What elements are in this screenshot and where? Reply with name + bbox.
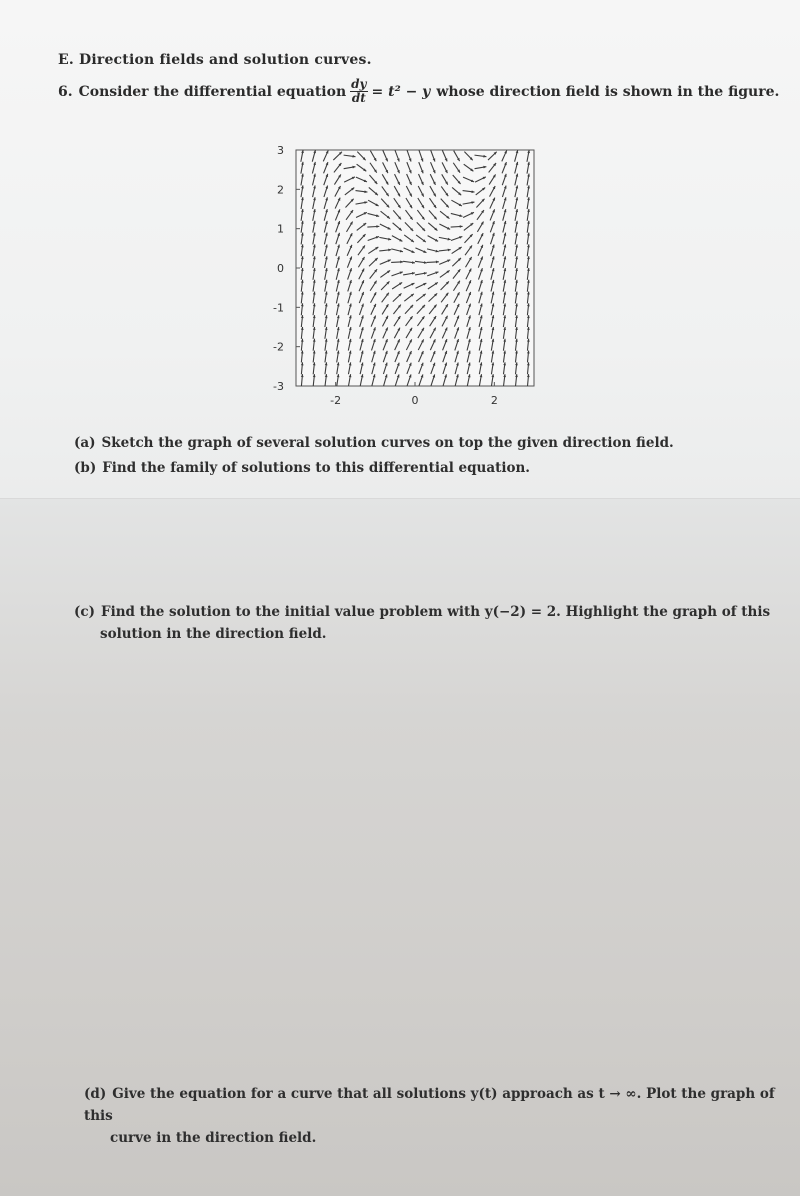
question-a-text: Sketch the graph of several solution curves on top the given direction field. [101, 435, 674, 451]
equation-rhs: = t² − y [371, 83, 431, 100]
question-b [74, 457, 530, 479]
question-b-text: Find the family of solutions to this differential equation. [102, 460, 530, 476]
fraction-numerator: dy [351, 77, 367, 91]
question-b-label: (b) [74, 460, 97, 476]
y-tick-label: 1 [277, 222, 284, 236]
y-tick-label: -2 [273, 340, 284, 354]
problem-lead-text: Consider the differential equation [78, 83, 347, 100]
direction-field-figure [240, 140, 560, 420]
y-tick-label: 0 [277, 262, 284, 275]
fraction-denominator: dt [351, 91, 366, 105]
derivative-fraction [350, 78, 367, 105]
x-tick-label: -2 [330, 394, 342, 407]
question-c [74, 601, 774, 645]
question-c-text-line1: Find the solution to the initial value problem with y(−2) = 2. Highlight the graph of this [101, 604, 771, 620]
direction-field-plot [240, 140, 560, 420]
y-tick-label: -3 [273, 380, 284, 393]
y-tick-label: -1 [273, 301, 284, 315]
problem-statement [58, 77, 780, 105]
question-c-label: (c) [74, 604, 95, 620]
question-c-text-line2: solution in the direction field. [100, 626, 327, 642]
x-tick-label: 2 [490, 394, 498, 407]
x-tick-label: 0 [411, 394, 419, 407]
section-title: E. Direction fields and solution curves. [58, 52, 372, 68]
question-d-label: (d) [84, 1086, 107, 1102]
question-d [84, 1083, 784, 1149]
plot-frame [296, 150, 534, 386]
question-d-text-line2: curve in the direction field. [110, 1130, 317, 1146]
question-a [74, 432, 674, 454]
question-a-label: (a) [74, 435, 96, 451]
problem-tail-text: whose direction field is shown in the figure. [436, 83, 780, 100]
y-tick-label: 2 [277, 183, 284, 197]
problem-number: 6. [58, 83, 73, 100]
question-d-text-line1: Give the equation for a curve that all solutions y(t) approach as t → ∞. Plot the graph of this [84, 1086, 775, 1124]
y-tick-label: 3 [277, 144, 284, 157]
